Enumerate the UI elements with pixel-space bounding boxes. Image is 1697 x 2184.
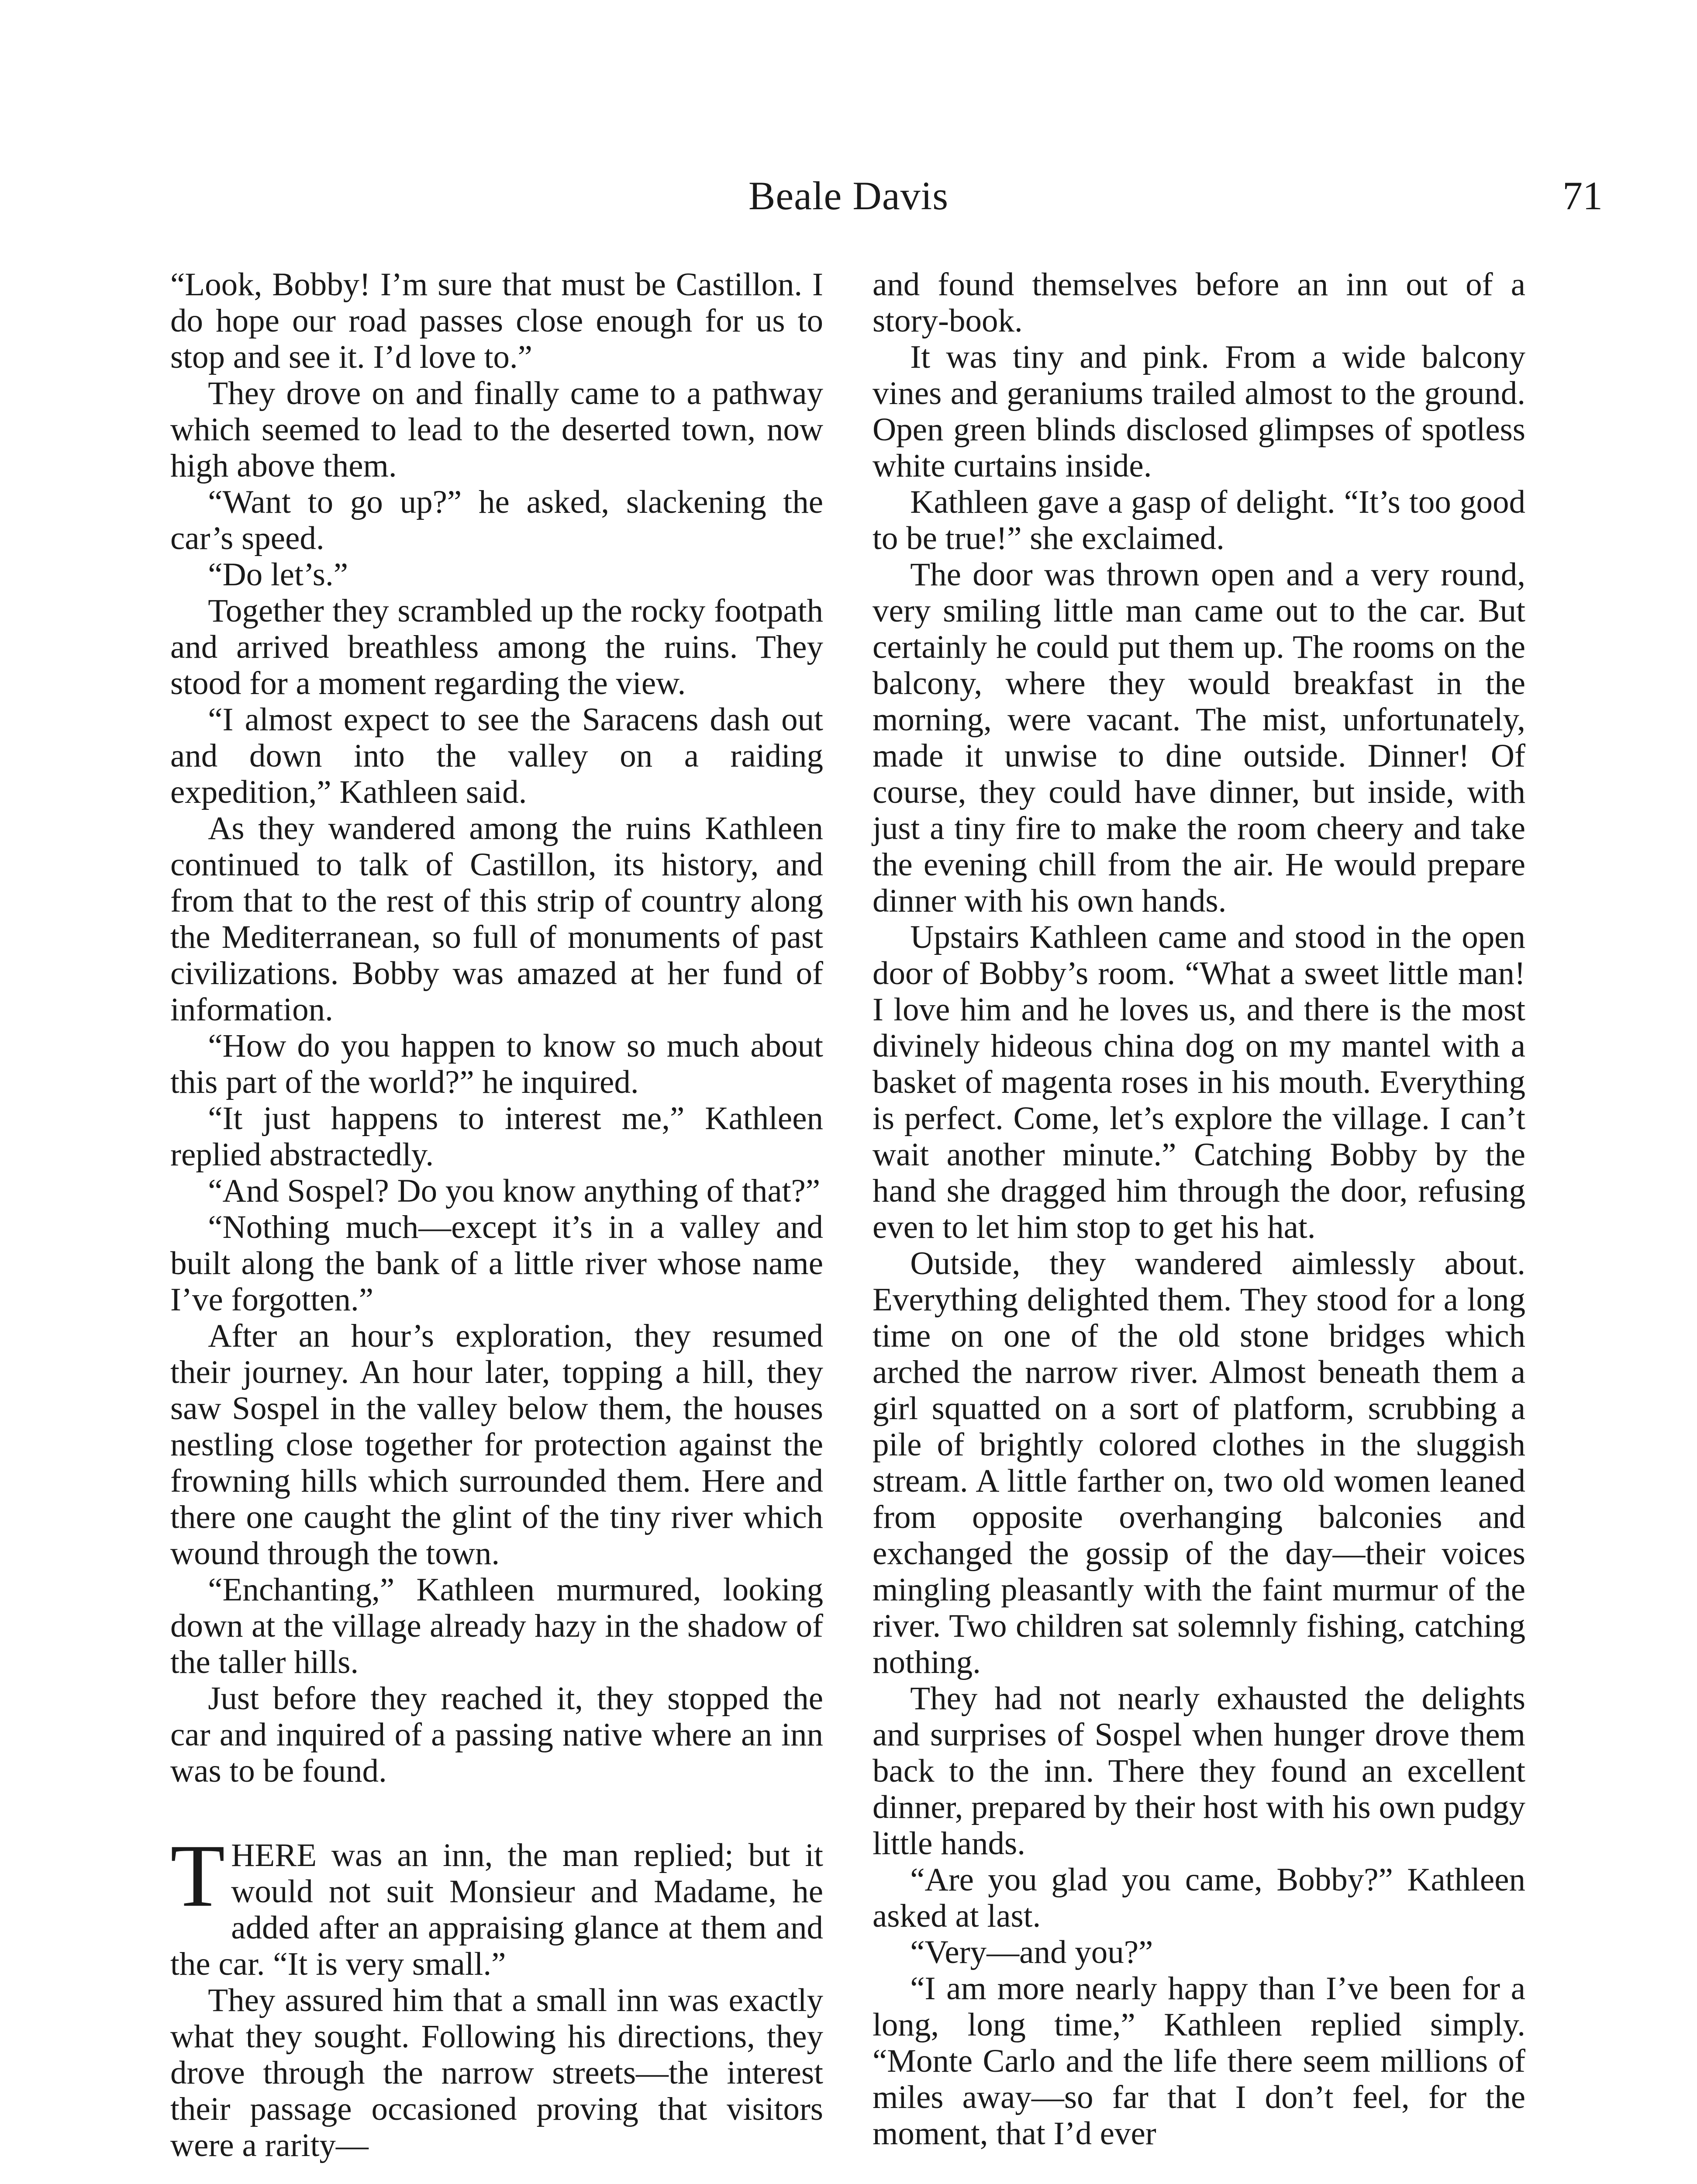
paragraph: “Nothing much—except it’s in a valley and built along the bank of a little river whose name I’ve forgotten.” (170, 1209, 823, 1318)
paragraph: They had not nearly exhausted the delights and surprises of Sospel when hunger drove them back to the inn. There they found an excellent dinner, prepared by their host with his own pudgy little hands. (873, 1680, 1525, 1862)
paragraph: “It just happens to interest me,” Kathleen replied abstractedly. (170, 1100, 823, 1173)
paragraph: “Very—and you?” (910, 1934, 1153, 1970)
paragraph: “Want to go up?” he asked, slackening the car’s speed. (170, 484, 823, 556)
left-column (170, 266, 823, 2163)
right-column (873, 266, 1525, 2152)
page-title: Beale Davis (748, 173, 949, 218)
paragraph: They drove on and finally came to a pathway which seemed to lead to the deserted town, now high above them. (170, 375, 823, 484)
paragraph: They assured him that a small inn was exactly what they sought. Following his directions, they drove through the narrow streets—the interest their passage occasioned proving that visitors were a rarity— (170, 1982, 823, 2163)
paragraph: “How do you happen to know so much about this part of the world?” he inquired. (170, 1028, 823, 1100)
paragraph: After an hour’s exploration, they resumed their journey. An hour later, topping a hill, they saw Sospel in the valley below them, the houses nestling close together for protection against the frowning hills which surrounded them. Here and there one caught the glint of the tiny river which wound through the town. (170, 1318, 823, 1572)
paragraph: Kathleen gave a gasp of delight. “It’s too good to be true!” she exclaimed. (873, 484, 1525, 556)
paragraph: Just before they reached it, they stopped the car and inquired of a passing native where an inn was to be found. (170, 1680, 823, 1789)
paragraph: “Are you glad you came, Bobby?” Kathleen asked at last. (873, 1862, 1525, 1934)
paragraph: Upstairs Kathleen came and stood in the open door of Bobby’s room. “What a sweet little man! I love him and he loves us, and there is the most divinely hideous china dog on my mantel with a basket of magenta roses in his mouth. Everything is perfect. Come, let’s explore the village. I can’t wait another minute.” Catching Bobby by the hand she dragged him through the door, refusing even to let him stop to get his hat. (873, 919, 1525, 1245)
paragraph: “Do let’s.” (208, 556, 348, 593)
page-number: 71 (1562, 173, 1603, 218)
paragraph: “Enchanting,” Kathleen murmured, looking down at the village already hazy in the shadow of the taller hills. (170, 1572, 823, 1680)
paragraph: “And Sospel? Do you know anything of that?” (208, 1173, 821, 1209)
paragraph: “I almost expect to see the Saracens dash out and down into the valley on a raiding expedition,” Kathleen said. (170, 702, 823, 810)
dropcap-paragraph-text: HERE was an inn, the man replied; but it would not suit Monsieur and Madame, he added after an appraising glance at them and the car. “It is very small.” (170, 1837, 823, 1982)
dropcap-paragraph (170, 1826, 823, 1982)
paragraph: “I am more nearly happy than I’ve been for a long, long time,” Kathleen replied simply. “Monte Carlo and the life there seem millions of miles away—so far that I don’t feel, for the moment, that I’d ever (873, 1970, 1525, 2152)
paragraph: As they wandered among the ruins Kathleen continued to talk of Castillon, its history, and from that to the rest of this strip of country along the Mediterranean, so full of monuments of past civilizations. Bobby was amazed at her fund of information. (170, 810, 823, 1028)
paragraph: Outside, they wandered aimlessly about. Everything delighted them. They stood for a long time on one of the old stone bridges which arched the narrow river. Almost beneath them a girl squatted on a sort of platform, scrubbing a pile of brightly colored clothes in the sluggish stream. A little farther on, two old women leaned from opposite overhanging balconies and exchanged the gossip of the day—their voices mingling pleasantly with the faint murmur of the river. Two children sat solemnly fishing, catching nothing. (873, 1245, 1525, 1680)
drop-cap: T (170, 1826, 225, 1925)
paragraph: “Look, Bobby! I’m sure that must be Castillon. I do hope our road passes close enough for us to stop and see it. I’d love to.” (170, 266, 823, 375)
paragraph: and found themselves before an inn out of a story-book. (873, 266, 1525, 339)
paragraph: The door was thrown open and a very round, very smiling little man came out to the car. But certainly he could put them up. The rooms on the balcony, where they would breakfast in the morning, were vacant. The mist, unfortunately, made it unwise to dine outside. Dinner! Of course, they could have dinner, but inside, with just a tiny fire to make the room cheery and take the evening chill from the air. He would prepare dinner with his own hands. (873, 556, 1525, 919)
paragraph: Together they scrambled up the rocky footpath and arrived breathless among the ruins. They stood for a moment regarding the view. (170, 593, 823, 702)
section-break (170, 1789, 823, 1837)
paragraph: It was tiny and pink. From a wide balcony vines and geraniums trailed almost to the ground. Open green blinds disclosed glimpses of spotless white curtains inside. (873, 339, 1525, 484)
